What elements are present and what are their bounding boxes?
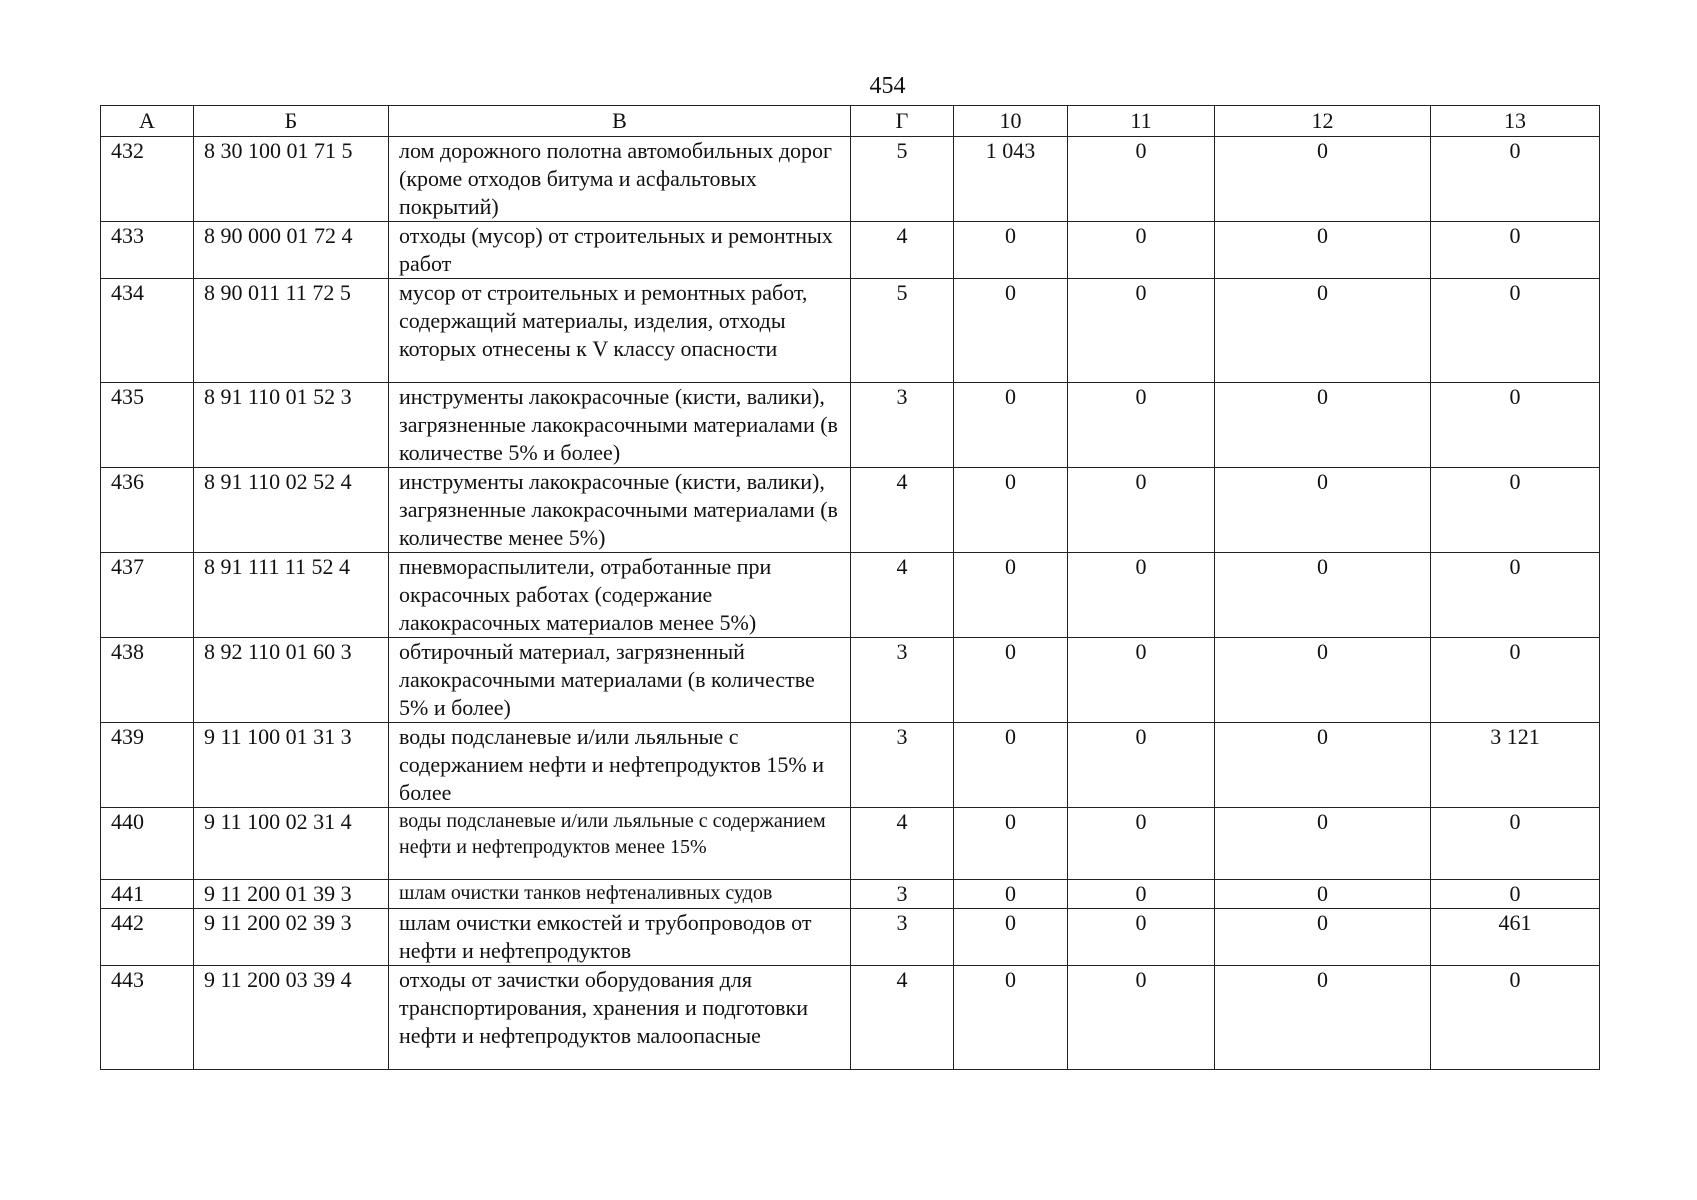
hazard-class: 3 [851, 638, 954, 723]
value-col-10: 0 [954, 909, 1068, 966]
header-col-10: 10 [954, 106, 1068, 137]
row-number: 435 [101, 383, 194, 468]
header-col-13: 13 [1431, 106, 1600, 137]
header-col-12: 12 [1215, 106, 1431, 137]
hazard-class: 4 [851, 222, 954, 279]
value-col-11: 0 [1068, 638, 1215, 723]
header-row [101, 106, 1600, 137]
value-col-11: 0 [1068, 808, 1215, 880]
waste-code: 8 91 110 01 52 3 [194, 383, 389, 468]
value-col-13: 0 [1431, 966, 1600, 1070]
waste-code: 9 11 100 02 31 4 [194, 808, 389, 880]
row-number: 434 [101, 279, 194, 383]
table-row [101, 880, 1600, 909]
table-row [101, 966, 1600, 1070]
waste-name: обтирочный материал, загрязненный лакокрасочными материалами (в количестве 5% и более) [389, 638, 851, 723]
waste-code: 8 30 100 01 71 5 [194, 137, 389, 222]
header-col-b: Б [194, 106, 389, 137]
value-col-13: 0 [1431, 638, 1600, 723]
value-col-12: 0 [1215, 909, 1431, 966]
value-col-10: 0 [954, 638, 1068, 723]
value-col-13: 461 [1431, 909, 1600, 966]
table-header [101, 106, 1600, 137]
hazard-class: 3 [851, 383, 954, 468]
row-number: 442 [101, 909, 194, 966]
header-col-g: Г [851, 106, 954, 137]
table-row [101, 723, 1600, 808]
hazard-class: 3 [851, 909, 954, 966]
hazard-class: 5 [851, 279, 954, 383]
waste-name: отходы (мусор) от строительных и ремонтных работ [389, 222, 851, 279]
hazard-class: 4 [851, 808, 954, 880]
value-col-10: 0 [954, 553, 1068, 638]
value-col-11: 0 [1068, 880, 1215, 909]
value-col-11: 0 [1068, 966, 1215, 1070]
value-col-12: 0 [1215, 638, 1431, 723]
header-col-a: А [101, 106, 194, 137]
hazard-class: 5 [851, 137, 954, 222]
waste-name: шлам очистки танков нефтеналивных судов [389, 880, 851, 909]
value-col-12: 0 [1215, 553, 1431, 638]
value-col-10: 1 043 [954, 137, 1068, 222]
value-col-12: 0 [1215, 966, 1431, 1070]
value-col-12: 0 [1215, 222, 1431, 279]
value-col-12: 0 [1215, 279, 1431, 383]
table-row [101, 553, 1600, 638]
value-col-11: 0 [1068, 383, 1215, 468]
value-col-10: 0 [954, 723, 1068, 808]
waste-code: 8 92 110 01 60 3 [194, 638, 389, 723]
table-row [101, 383, 1600, 468]
value-col-11: 0 [1068, 723, 1215, 808]
value-col-12: 0 [1215, 383, 1431, 468]
value-col-11: 0 [1068, 468, 1215, 553]
table-row [101, 808, 1600, 880]
waste-name: пневмораспылители, отработанные при окрасочных работах (содержание лакокрасочных материалов менее 5%) [389, 553, 851, 638]
waste-name: инструменты лакокрасочные (кисти, валики), загрязненные лакокрасочными материалами (в количестве 5% и более) [389, 383, 851, 468]
table-row [101, 279, 1600, 383]
value-col-13: 0 [1431, 880, 1600, 909]
hazard-class: 3 [851, 723, 954, 808]
row-number: 436 [101, 468, 194, 553]
waste-name: лом дорожного полотна автомобильных дорог (кроме отходов битума и асфальтовых покрытий) [389, 137, 851, 222]
table-row [101, 468, 1600, 553]
waste-code: 9 11 200 03 39 4 [194, 966, 389, 1070]
hazard-class: 3 [851, 880, 954, 909]
value-col-11: 0 [1068, 279, 1215, 383]
header-col-v: В [389, 106, 851, 137]
row-number: 439 [101, 723, 194, 808]
row-number: 440 [101, 808, 194, 880]
value-col-13: 0 [1431, 468, 1600, 553]
value-col-13: 3 121 [1431, 723, 1600, 808]
value-col-12: 0 [1215, 723, 1431, 808]
waste-name: шлам очистки емкостей и трубопроводов от нефти и нефтепродуктов [389, 909, 851, 966]
table-row [101, 909, 1600, 966]
row-number: 433 [101, 222, 194, 279]
value-col-12: 0 [1215, 808, 1431, 880]
row-number: 441 [101, 880, 194, 909]
row-number: 443 [101, 966, 194, 1070]
value-col-13: 0 [1431, 808, 1600, 880]
hazard-class: 4 [851, 966, 954, 1070]
waste-name: воды подсланевые и/или льяльные с содержанием нефти и нефтепродуктов 15% и более [389, 723, 851, 808]
value-col-12: 0 [1215, 137, 1431, 222]
value-col-10: 0 [954, 966, 1068, 1070]
waste-code: 9 11 200 01 39 3 [194, 880, 389, 909]
value-col-13: 0 [1431, 222, 1600, 279]
value-col-10: 0 [954, 279, 1068, 383]
waste-code: 8 90 011 11 72 5 [194, 279, 389, 383]
waste-code: 8 91 110 02 52 4 [194, 468, 389, 553]
table-row [101, 137, 1600, 222]
header-col-11: 11 [1068, 106, 1215, 137]
value-col-13: 0 [1431, 383, 1600, 468]
waste-name: отходы от зачистки оборудования для транспортирования, хранения и подготовки нефти и нефтепродуктов малоопасные [389, 966, 851, 1070]
table-body [101, 137, 1600, 1070]
hazard-class: 4 [851, 468, 954, 553]
waste-code: 9 11 200 02 39 3 [194, 909, 389, 966]
value-col-13: 0 [1431, 553, 1600, 638]
value-col-13: 0 [1431, 137, 1600, 222]
value-col-10: 0 [954, 222, 1068, 279]
value-col-11: 0 [1068, 553, 1215, 638]
waste-code: 8 90 000 01 72 4 [194, 222, 389, 279]
table-row [101, 638, 1600, 723]
waste-name: воды подсланевые и/или льяльные с содержанием нефти и нефтепродуктов менее 15% [389, 808, 851, 880]
waste-code: 9 11 100 01 31 3 [194, 723, 389, 808]
row-number: 437 [101, 553, 194, 638]
table-row [101, 222, 1600, 279]
page-number: 454 [869, 73, 906, 99]
row-number: 432 [101, 137, 194, 222]
value-col-11: 0 [1068, 222, 1215, 279]
waste-table [100, 105, 1600, 1070]
value-col-10: 0 [954, 468, 1068, 553]
value-col-11: 0 [1068, 137, 1215, 222]
waste-name: мусор от строительных и ремонтных работ, содержащий материалы, изделия, отходы которых отнесены к V классу опасности [389, 279, 851, 383]
hazard-class: 4 [851, 553, 954, 638]
waste-code: 8 91 111 11 52 4 [194, 553, 389, 638]
value-col-13: 0 [1431, 279, 1600, 383]
value-col-10: 0 [954, 880, 1068, 909]
value-col-12: 0 [1215, 468, 1431, 553]
value-col-12: 0 [1215, 880, 1431, 909]
waste-name: инструменты лакокрасочные (кисти, валики), загрязненные лакокрасочными материалами (в количестве менее 5%) [389, 468, 851, 553]
value-col-10: 0 [954, 383, 1068, 468]
row-number: 438 [101, 638, 194, 723]
value-col-11: 0 [1068, 909, 1215, 966]
value-col-10: 0 [954, 808, 1068, 880]
